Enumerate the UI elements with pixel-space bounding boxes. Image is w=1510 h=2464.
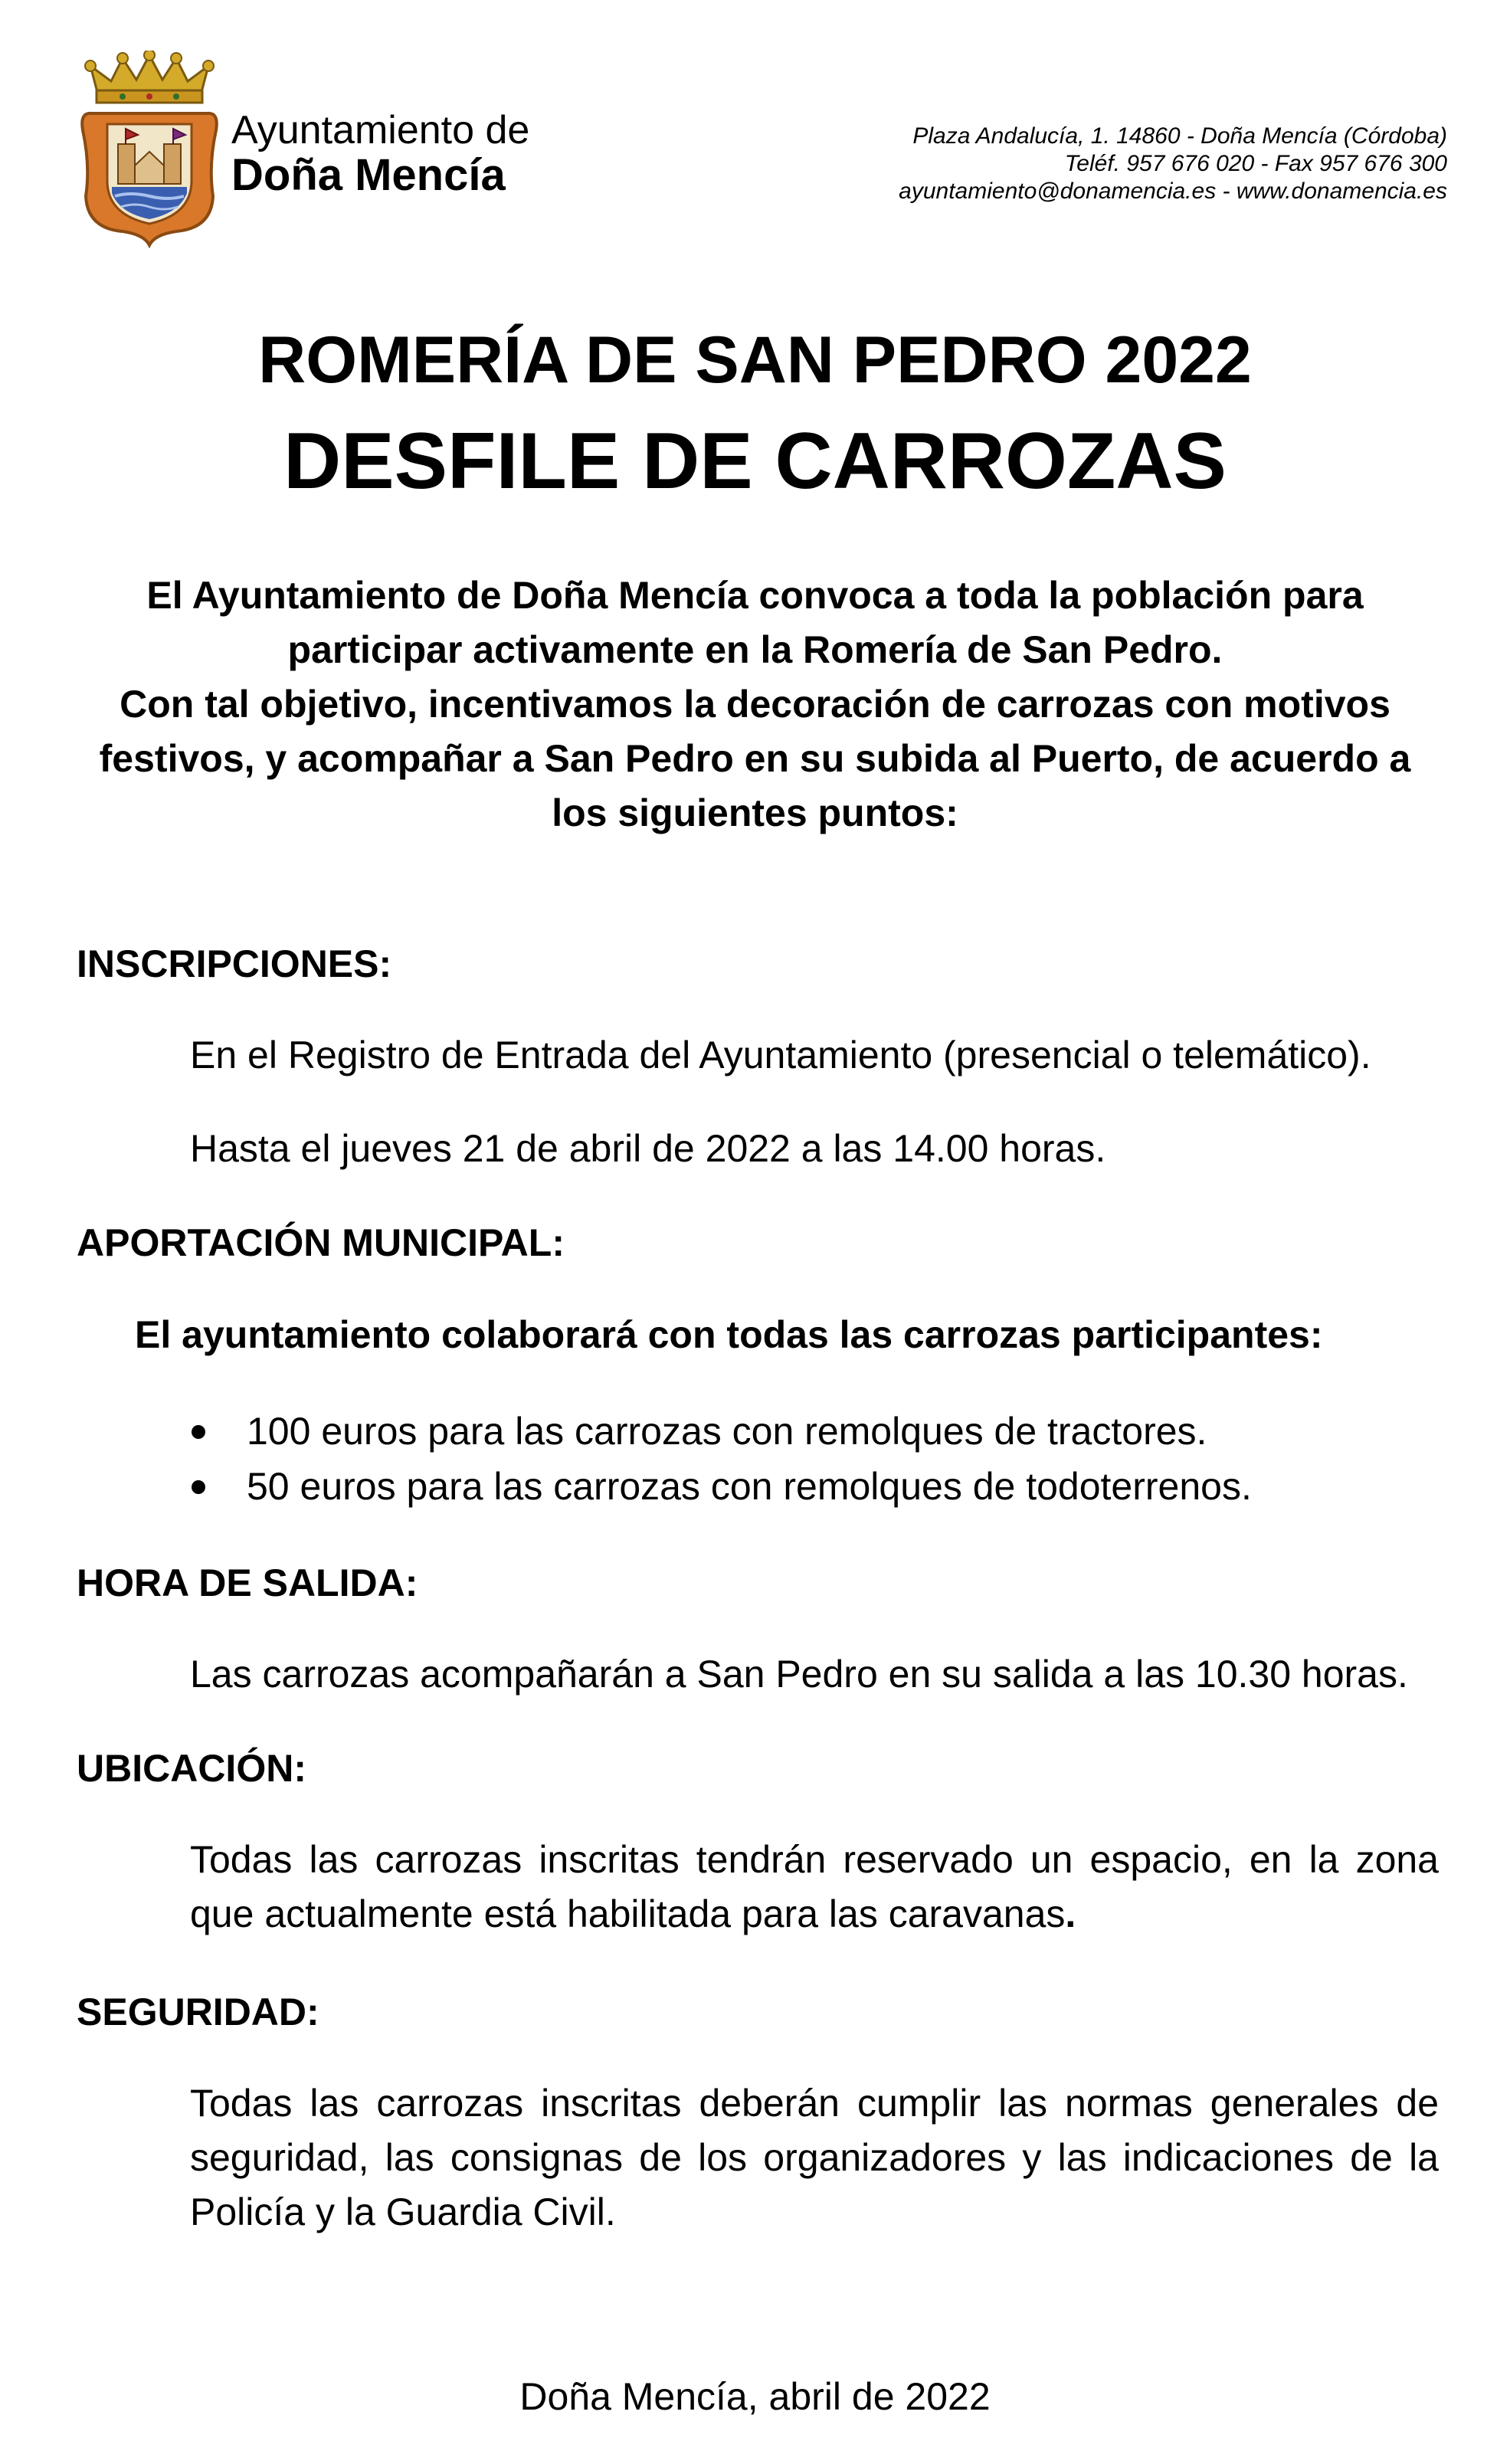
intro-line: participar activamente en la Romería de San Pedro.	[287, 628, 1223, 671]
intro-line: Con tal objetivo, incentivamos la decoración de carrozas con motivos	[120, 683, 1390, 726]
inscripciones-deadline: Hasta el jueves 21 de abril de 2022 a las 14.00 horas.	[190, 1127, 1106, 1170]
org-name-line1: Ayuntamiento de	[231, 108, 530, 152]
org-name-line2: Doña Mencía	[231, 150, 506, 200]
aportacion-bullet-list	[190, 1404, 1252, 1514]
page-subtitle: DESFILE DE CARROZAS	[283, 417, 1227, 506]
coat-of-arms-icon	[77, 51, 222, 248]
ubicacion-text-body: Todas las carrozas inscritas tendrán reservado un espacio, en la zona que actualmente está habilitada para las caravanas	[190, 1838, 1439, 1935]
contact-block	[899, 123, 1447, 205]
section-heading-hora-salida: HORA DE SALIDA:	[77, 1561, 418, 1604]
section-heading-seguridad: SEGURIDAD:	[77, 1991, 319, 2033]
seguridad-text: Todas las carrozas inscritas deberán cumplir las normas generales de seguridad, las consignas de los organizadores y las indicaciones de la Policía y la Guardia Civil.	[190, 2082, 1439, 2233]
ubicacion-text	[190, 1833, 1439, 1941]
hora-salida-text: Las carrozas acompañarán a San Pedro en su salida a las 10.30 horas.	[190, 1653, 1408, 1696]
contact-address: Plaza Andalucía, 1. 14860 - Doña Mencía (Córdoba)	[912, 123, 1447, 149]
closing-place-date: Doña Mencía, abril de 2022	[519, 2375, 991, 2418]
section-heading-aportacion: APORTACIÓN MUNICIPAL:	[77, 1221, 565, 1264]
list-item: 100 euros para las carrozas con remolques de tractores.	[190, 1404, 1252, 1459]
list-item: 50 euros para las carrozas con remolques de todoterrenos.	[190, 1459, 1252, 1514]
coat-of-arms-logo	[77, 51, 222, 248]
inscripciones-place: En el Registro de Entrada del Ayuntamiento (presencial o telemático).	[190, 1034, 1371, 1076]
aportacion-subheading: El ayuntamiento colaborará con todas las carrozas participantes:	[135, 1313, 1323, 1356]
ubicacion-end-mark: .	[1065, 1892, 1076, 1935]
intro-line: El Ayuntamiento de Doña Mencía convoca a toda la población para	[146, 574, 1364, 617]
contact-email-web: ayuntamiento@donamencia.es - www.donamencia.es	[899, 179, 1447, 204]
section-heading-ubicacion: UBICACIÓN:	[77, 1747, 306, 1790]
intro-line: los siguientes puntos:	[552, 791, 958, 834]
section-heading-inscripciones: INSCRIPCIONES:	[77, 942, 392, 985]
page-title: ROMERÍA DE SAN PEDRO 2022	[258, 323, 1252, 397]
intro-paragraph	[69, 568, 1441, 840]
contact-phone: Teléf. 957 676 020 - Fax 957 676 300	[1064, 151, 1447, 176]
intro-line: festivos, y acompañar a San Pedro en su subida al Puerto, de acuerdo a	[99, 737, 1411, 780]
